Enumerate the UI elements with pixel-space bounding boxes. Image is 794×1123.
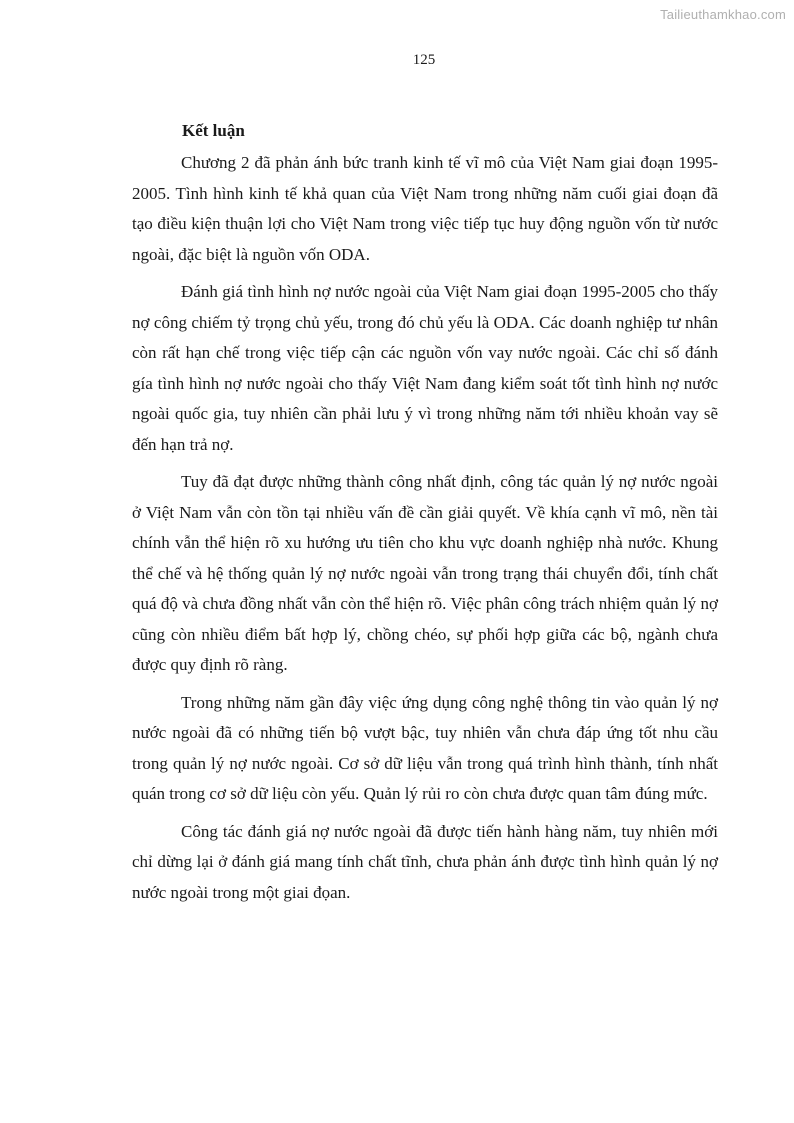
paragraph-2: Đánh giá tình hình nợ nước ngoài của Việt Nam giai đoạn 1995-2005 cho thấy nợ công chiếm tỷ trọng chủ yếu, trong đó chủ yếu là ODA. Các doanh nghiệp tư nhân còn rất hạn chế trong việc tiếp cận các nguồn vốn vay nước ngoài. Các chỉ số đánh gía tình hình nợ nước ngoài cho thấy Việt Nam đang kiểm soát tốt tình hình nợ nước ngoài quốc gia, tuy nhiên cần phải lưu ý vì trong những năm tới nhiều khoản vay sẽ đến hạn trả nợ.: [132, 282, 718, 454]
section-heading: Kết luận: [182, 121, 245, 140]
paragraph-3: Tuy đã đạt được những thành công nhất định, công tác quản lý nợ nước ngoài ở Việt Nam vẫn còn tồn tại nhiều vấn đề cần giải quyết. Về khía cạnh vĩ mô, nền tài chính vẫn thể hiện rõ xu hướng ưu tiên cho khu vực doanh nghiệp nhà nước. Khung thể chế và hệ thống quản lý nợ nước ngoài vẫn trong trạng thái chuyển đổi, tính chất quá độ và chưa đồng nhất vẫn còn thể hiện rõ. Việc phân công trách nhiệm quản lý nợ cũng còn nhiều điểm bất hợp lý, chồng chéo, sự phối hợp giữa các bộ, ngành chưa được quy định rõ ràng.: [132, 472, 718, 674]
paragraph-1: Chương 2 đã phản ánh bức tranh kinh tế vĩ mô của Việt Nam giai đoạn 1995-2005. Tình hình kinh tế khả quan của Việt Nam trong những năm cuối giai đoạn đã tạo điều kiện thuận lợi cho Việt Nam trong việc tiếp tục huy động nguồn vốn từ nước ngoài, đặc biệt là nguồn vốn ODA.: [132, 153, 718, 264]
page-number: 125: [412, 52, 436, 68]
watermark: Tailieuthamkhao.com: [660, 7, 786, 22]
paragraph-5: Công tác đánh giá nợ nước ngoài đã được tiến hành hàng năm, tuy nhiên mới chỉ dừng lại ở đánh giá mang tính chất tĩnh, chưa phản ánh được tình hình quản lý nợ nước ngoài trong một giai đọan.: [132, 821, 718, 902]
paragraph-4: Trong những năm gần đây việc ứng dụng công nghệ thông tin vào quản lý nợ nước ngoài đã có những tiến bộ vượt bậc, tuy nhiên vẫn chưa đáp ứng tốt nhu cầu trong quản lý nợ nước ngoài. Cơ sở dữ liệu vẫn trong quá trình hình thành, tính nhất quán trong cơ sở dữ liệu còn yếu. Quản lý rủi ro còn chưa được quan tâm đúng mức.: [132, 692, 718, 803]
document-body: [132, 116, 718, 915]
